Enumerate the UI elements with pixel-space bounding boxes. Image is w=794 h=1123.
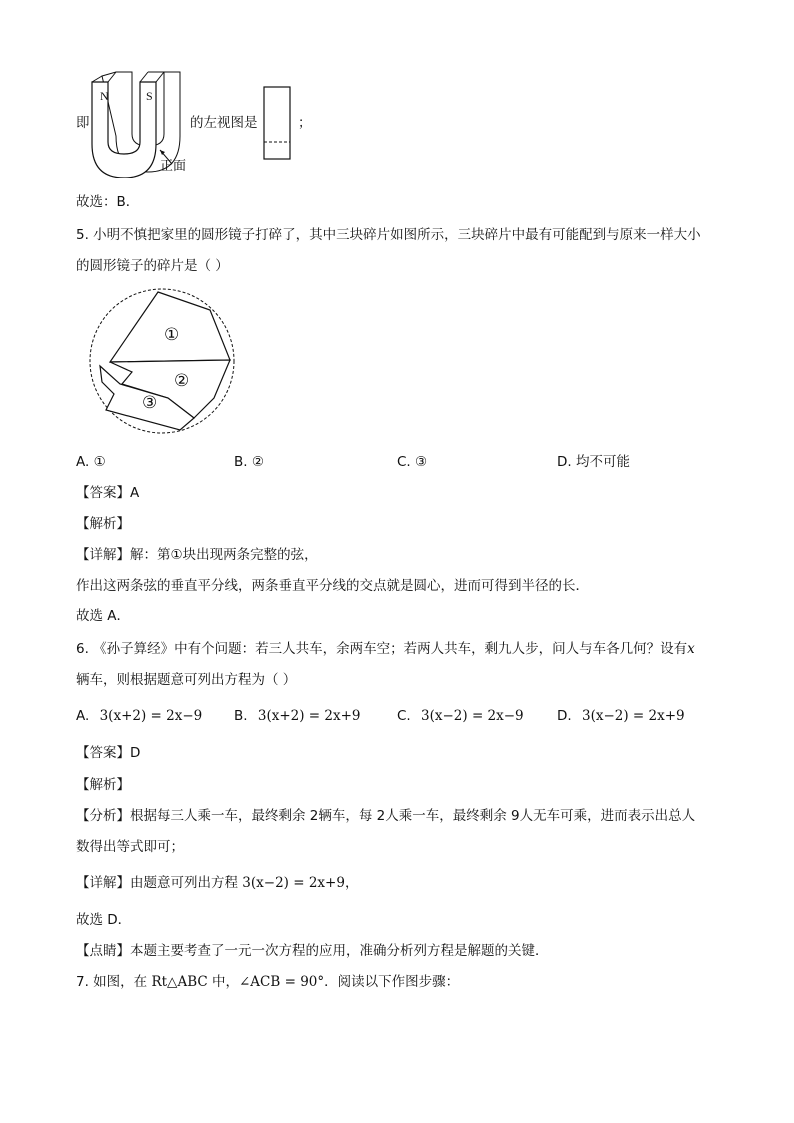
q6-line1-text: 6. 《孙子算经》中有个问题：若三人共车，余两车空；若两人共车，剩九人步，问人与车各几何？设有: [76, 641, 688, 657]
q5-line2: 的圆形镜子的碎片是（ ）: [76, 258, 229, 274]
q6-detail-prefix: 【详解】由题意可列出方程: [76, 875, 238, 891]
q5-option-c: C. ③: [397, 454, 428, 470]
q6-option-a-expr: 3(x+2) = 2x−9: [99, 708, 203, 724]
q6-detail-suffix: ，: [344, 875, 359, 891]
q6-option-d: [557, 707, 685, 725]
q7-prefix: 7. 如图，在: [76, 974, 152, 990]
q6-conclusion: 故选 D．: [76, 912, 132, 928]
mirror-pieces-figure: [84, 288, 240, 438]
q6-option-a: [76, 707, 202, 725]
q7-triangle: Rt△ABC: [151, 974, 208, 990]
q6-option-c-expr: 3(x−2) = 2x−9: [421, 708, 524, 724]
q6-option-a-label: A.: [76, 708, 90, 724]
q6-answer: 【答案】D: [76, 745, 141, 761]
q6-analyze-2: 数得出等式即可；: [76, 839, 184, 855]
q6-option-b-label: B.: [234, 708, 248, 724]
magnet-label-n: N: [100, 89, 109, 103]
piece-1-label: ①: [164, 325, 180, 345]
top-suffix: 的左视图是: [190, 115, 258, 131]
q7-suffix: ．阅读以下作图步骤：: [324, 974, 460, 990]
q6-option-c-label: C.: [397, 708, 411, 724]
q6-option-b-expr: 3(x+2) = 2x+9: [257, 708, 361, 724]
q6-option-d-label: D.: [557, 708, 572, 724]
q5-detail-2: 作出这两条弦的垂直平分线，两条垂直平分线的交点就是圆心，进而可得到半径的长．: [76, 578, 589, 594]
piece-2-label: ②: [174, 371, 190, 391]
q7-angle: ∠ACB = 90°: [239, 974, 325, 990]
q5-option-a: A. ①: [76, 454, 106, 470]
q6-analysis: 【解析】: [76, 777, 130, 793]
q6-option-b: [234, 707, 361, 725]
piece-3-label: ③: [142, 393, 158, 413]
q5-detail-1: 【详解】解：第①块出现两条完整的弦，: [76, 547, 318, 563]
left-view-figure: [263, 86, 293, 160]
q5-option-d: D. 均不可能: [557, 454, 630, 470]
q5-conclusion: 故选 A．: [76, 608, 131, 624]
q6-option-d-expr: 3(x−2) = 2x+9: [581, 708, 685, 724]
q5-analysis: 【解析】: [76, 516, 130, 532]
q5-option-b: B. ②: [234, 454, 264, 470]
top-end: ；: [298, 115, 312, 131]
top-prefix: 即: [76, 115, 90, 131]
q6-line1: [76, 640, 695, 658]
q7-middle: 中，: [207, 974, 239, 990]
magnet-front-label: 正面: [160, 159, 187, 174]
q6-analyze-1: 【分析】根据每三人乘一车，最终剩余 2辆车，每 2人乘一车，最终剩余 9人无车可乘，进而表示出总人: [76, 808, 696, 824]
q6-line1-var: x: [687, 641, 695, 657]
q6-option-c: [397, 707, 524, 725]
q6-comment: 【点睛】本题主要考查了一元一次方程的应用，准确分析列方程是解题的关键．: [76, 943, 549, 959]
magnet-label-s: S: [146, 89, 153, 103]
q5-line1: 5. 小明不慎把家里的圆形镜子打碎了，其中三块碎片如图所示，三块碎片中最有可能配到与原来一样大小: [76, 227, 701, 243]
q6-detail: [76, 874, 358, 892]
q4-conclusion: 故选：B．: [76, 194, 140, 210]
q5-answer: 【答案】A: [76, 485, 140, 501]
q6-line2: 辆车，则根据题意可列出方程为（ ）: [76, 672, 297, 688]
q6-detail-expr: 3(x−2) = 2x+9: [242, 875, 345, 891]
q7-line: [76, 973, 459, 991]
